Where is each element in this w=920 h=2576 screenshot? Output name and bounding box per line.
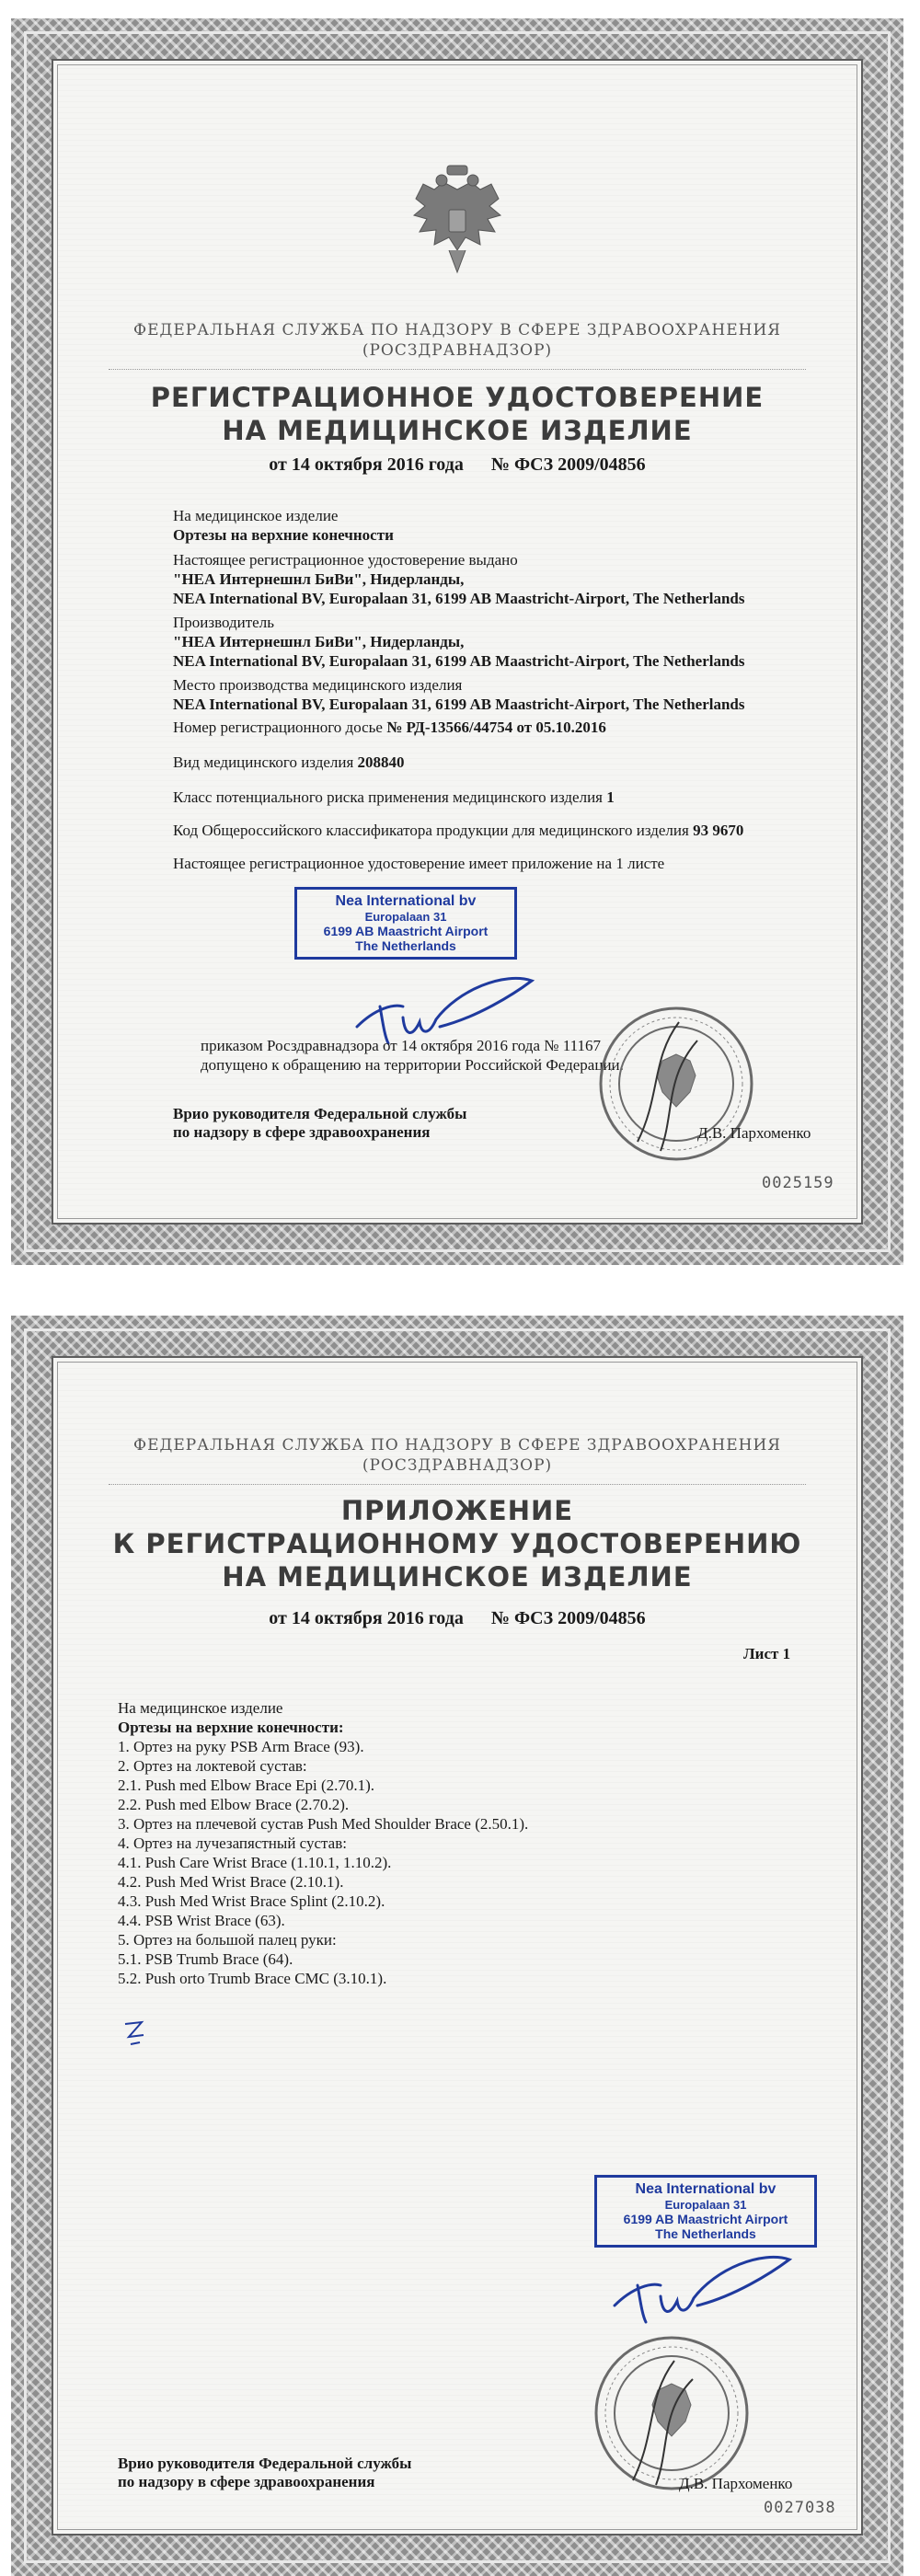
appendix-page	[11, 1316, 903, 2576]
list-item: 2. Ортез на локтевой сустав:	[118, 1757, 307, 1775]
sheet-number: Лист 1	[743, 1645, 791, 1662]
device-list-section: На медицинское изделие Ортезы на верхние конечности: 1. Ортез на руку PSB Arm Brace (93). 2. Ортез на локтевой сустав: 2.1. Push med Elbow Brace Epi (2.70.1). 2.2. Push med Elbow Brace (2.70.2). 3. Ортез на плечевой сустав Push Med Shoulder Brace (2.50.1). 4. Ортез на лучезапястный сустав: 4.1. Push Care Wrist Brace (1.10.1, 1.10.2). 4.2. Push Med Wrist Brace (2.10.1). 4.3. Push Med Wrist Brace Splint (2.10.2). 4.4. PSB Wrist Brace (63). 5. Ортез на большой палец руки: 5.1. PSB Trumb Brace (64). 5.2. Push orto Trumb Brace CMC (3.10.1).	[118, 1698, 806, 1988]
list-item: 5.1. PSB Trumb Brace (64).	[118, 1950, 293, 1968]
signatory-name: Д.В. Пархоменко	[679, 2475, 793, 2492]
signatory-title: Врио руководителя Федеральной службы по надзору в сфере здравоохранения	[173, 1105, 467, 1141]
list-item: 4. Ортез на лучезапястный сустав:	[118, 1834, 347, 1852]
issue-date: от 14 октября 2016 года	[269, 454, 464, 475]
serial-number: 0025159	[762, 1174, 834, 1192]
certificate-body	[52, 59, 863, 1225]
document-title: ПРИЛОЖЕНИЕ К РЕГИСТРАЦИОННОМУ УДОСТОВЕРЕНИЮ НА МЕДИЦИНСКОЕ ИЗДЕЛИЕ	[112, 1495, 802, 1593]
serial-number: 0027038	[764, 2499, 836, 2517]
document-title: РЕГИСТРАЦИОННОЕ УДОСТОВЕРЕНИЕ НА МЕДИЦИНСКОЕ ИЗДЕЛИЕ	[150, 382, 765, 446]
agency-name: ФЕДЕРАЛЬНАЯ СЛУЖБА ПО НАДЗОРУ В СФЕРЕ ЗДРАВООХРАНЕНИЯ (РОСЗДРАВНАДЗОР)	[132, 1436, 782, 1475]
list-item: 4.4. PSB Wrist Brace (63).	[118, 1912, 285, 1929]
risk-class-line: Класс потенциального риска применения медицинского изделия 1	[173, 788, 615, 806]
certificate-number: № ФСЗ 2009/04856	[490, 454, 646, 475]
official-round-seal-icon	[592, 2333, 753, 2494]
agency-name: ФЕДЕРАЛЬНАЯ СЛУЖБА ПО НАДЗОРУ В СФЕРЕ ЗДРАВООХРАНЕНИЯ (РОСЗДРАВНАДЗОР)	[132, 321, 782, 360]
dossier-line: Номер регистрационного досье № РД-13566/44754 от 05.10.2016	[173, 719, 606, 736]
company-stamp: Nea International bv Europalaan 31 6199 AB Maastricht Airport The Netherlands	[594, 2175, 817, 2248]
list-item: 4.2. Push Med Wrist Brace (2.10.1).	[118, 1873, 344, 1891]
signatory-title: Врио руководителя Федеральной службы по надзору в сфере здравоохранения	[118, 2455, 412, 2490]
certificate-number: № ФСЗ 2009/04856	[490, 1608, 646, 1628]
appendix-note: Настоящее регистрационное удостоверение имеет приложение на 1 листе	[173, 855, 665, 872]
company-stamp: Nea International bv Europalaan 31 6199 AB Maastricht Airport The Netherlands	[294, 887, 517, 960]
date-number-line	[53, 454, 861, 476]
okp-code-line: Код Общероссийского классификатора продукции для медицинского изделия 93 9670	[173, 822, 744, 839]
device-type-line: Вид медицинского изделия 208840	[173, 753, 405, 771]
double-headed-eagle-emblem-icon	[407, 162, 508, 282]
list-item: 4.1. Push Care Wrist Brace (1.10.1, 1.10.2).	[118, 1854, 392, 1871]
issued-section: Настоящее регистрационное удостоверение выдано "НЕА Интернешнл БиВи", Нидерланды, NEA International BV, Europalaan 31, 6199 AB Maastricht-Airport, The Netherlands	[173, 551, 745, 607]
list-item: 3. Ортез на плечевой сустав Push Med Shoulder Brace (2.50.1).	[118, 1815, 529, 1833]
list-item: 5. Ортез на большой палец руки:	[118, 1931, 337, 1949]
list-item: 1. Ортез на руку PSB Arm Brace (93).	[118, 1738, 364, 1755]
manufacturer-section: Производитель "НЕА Интернешнл БиВи", Нидерланды, NEA International BV, Europalaan 31, 6199 AB Maastricht-Airport, The Netherlands	[173, 614, 745, 670]
initials-mark-icon	[121, 2017, 149, 2053]
order-text: приказом Росздравнадзора от 14 октября 2016 года № 11167 допущено к обращению на территории Российской Федерации.	[201, 1037, 624, 1074]
divider	[109, 369, 806, 370]
device-section: На медицинское изделие Ортезы на верхние конечности	[173, 507, 394, 544]
issue-date: от 14 октября 2016 года	[269, 1608, 464, 1628]
list-item: 2.2. Push med Elbow Brace (2.70.2).	[118, 1796, 350, 1813]
list-item: 2.1. Push med Elbow Brace Epi (2.70.1).	[118, 1777, 375, 1794]
list-item: 5.2. Push orto Trumb Brace CMC (3.10.1).	[118, 1970, 387, 1987]
handwritten-signature-icon	[605, 2250, 799, 2333]
signatory-name: Д.В. Пархоменко	[697, 1124, 811, 1142]
date-number-line	[53, 1608, 861, 1629]
production-place-section: Место производства медицинского изделия NEA International BV, Europalaan 31, 6199 AB Maastricht-Airport, The Netherlands	[173, 676, 745, 713]
appendix-body	[52, 1356, 863, 2536]
list-item: 4.3. Push Med Wrist Brace Splint (2.10.2).	[118, 1892, 385, 1910]
divider	[109, 1484, 806, 1485]
certificate-page	[11, 18, 903, 1265]
